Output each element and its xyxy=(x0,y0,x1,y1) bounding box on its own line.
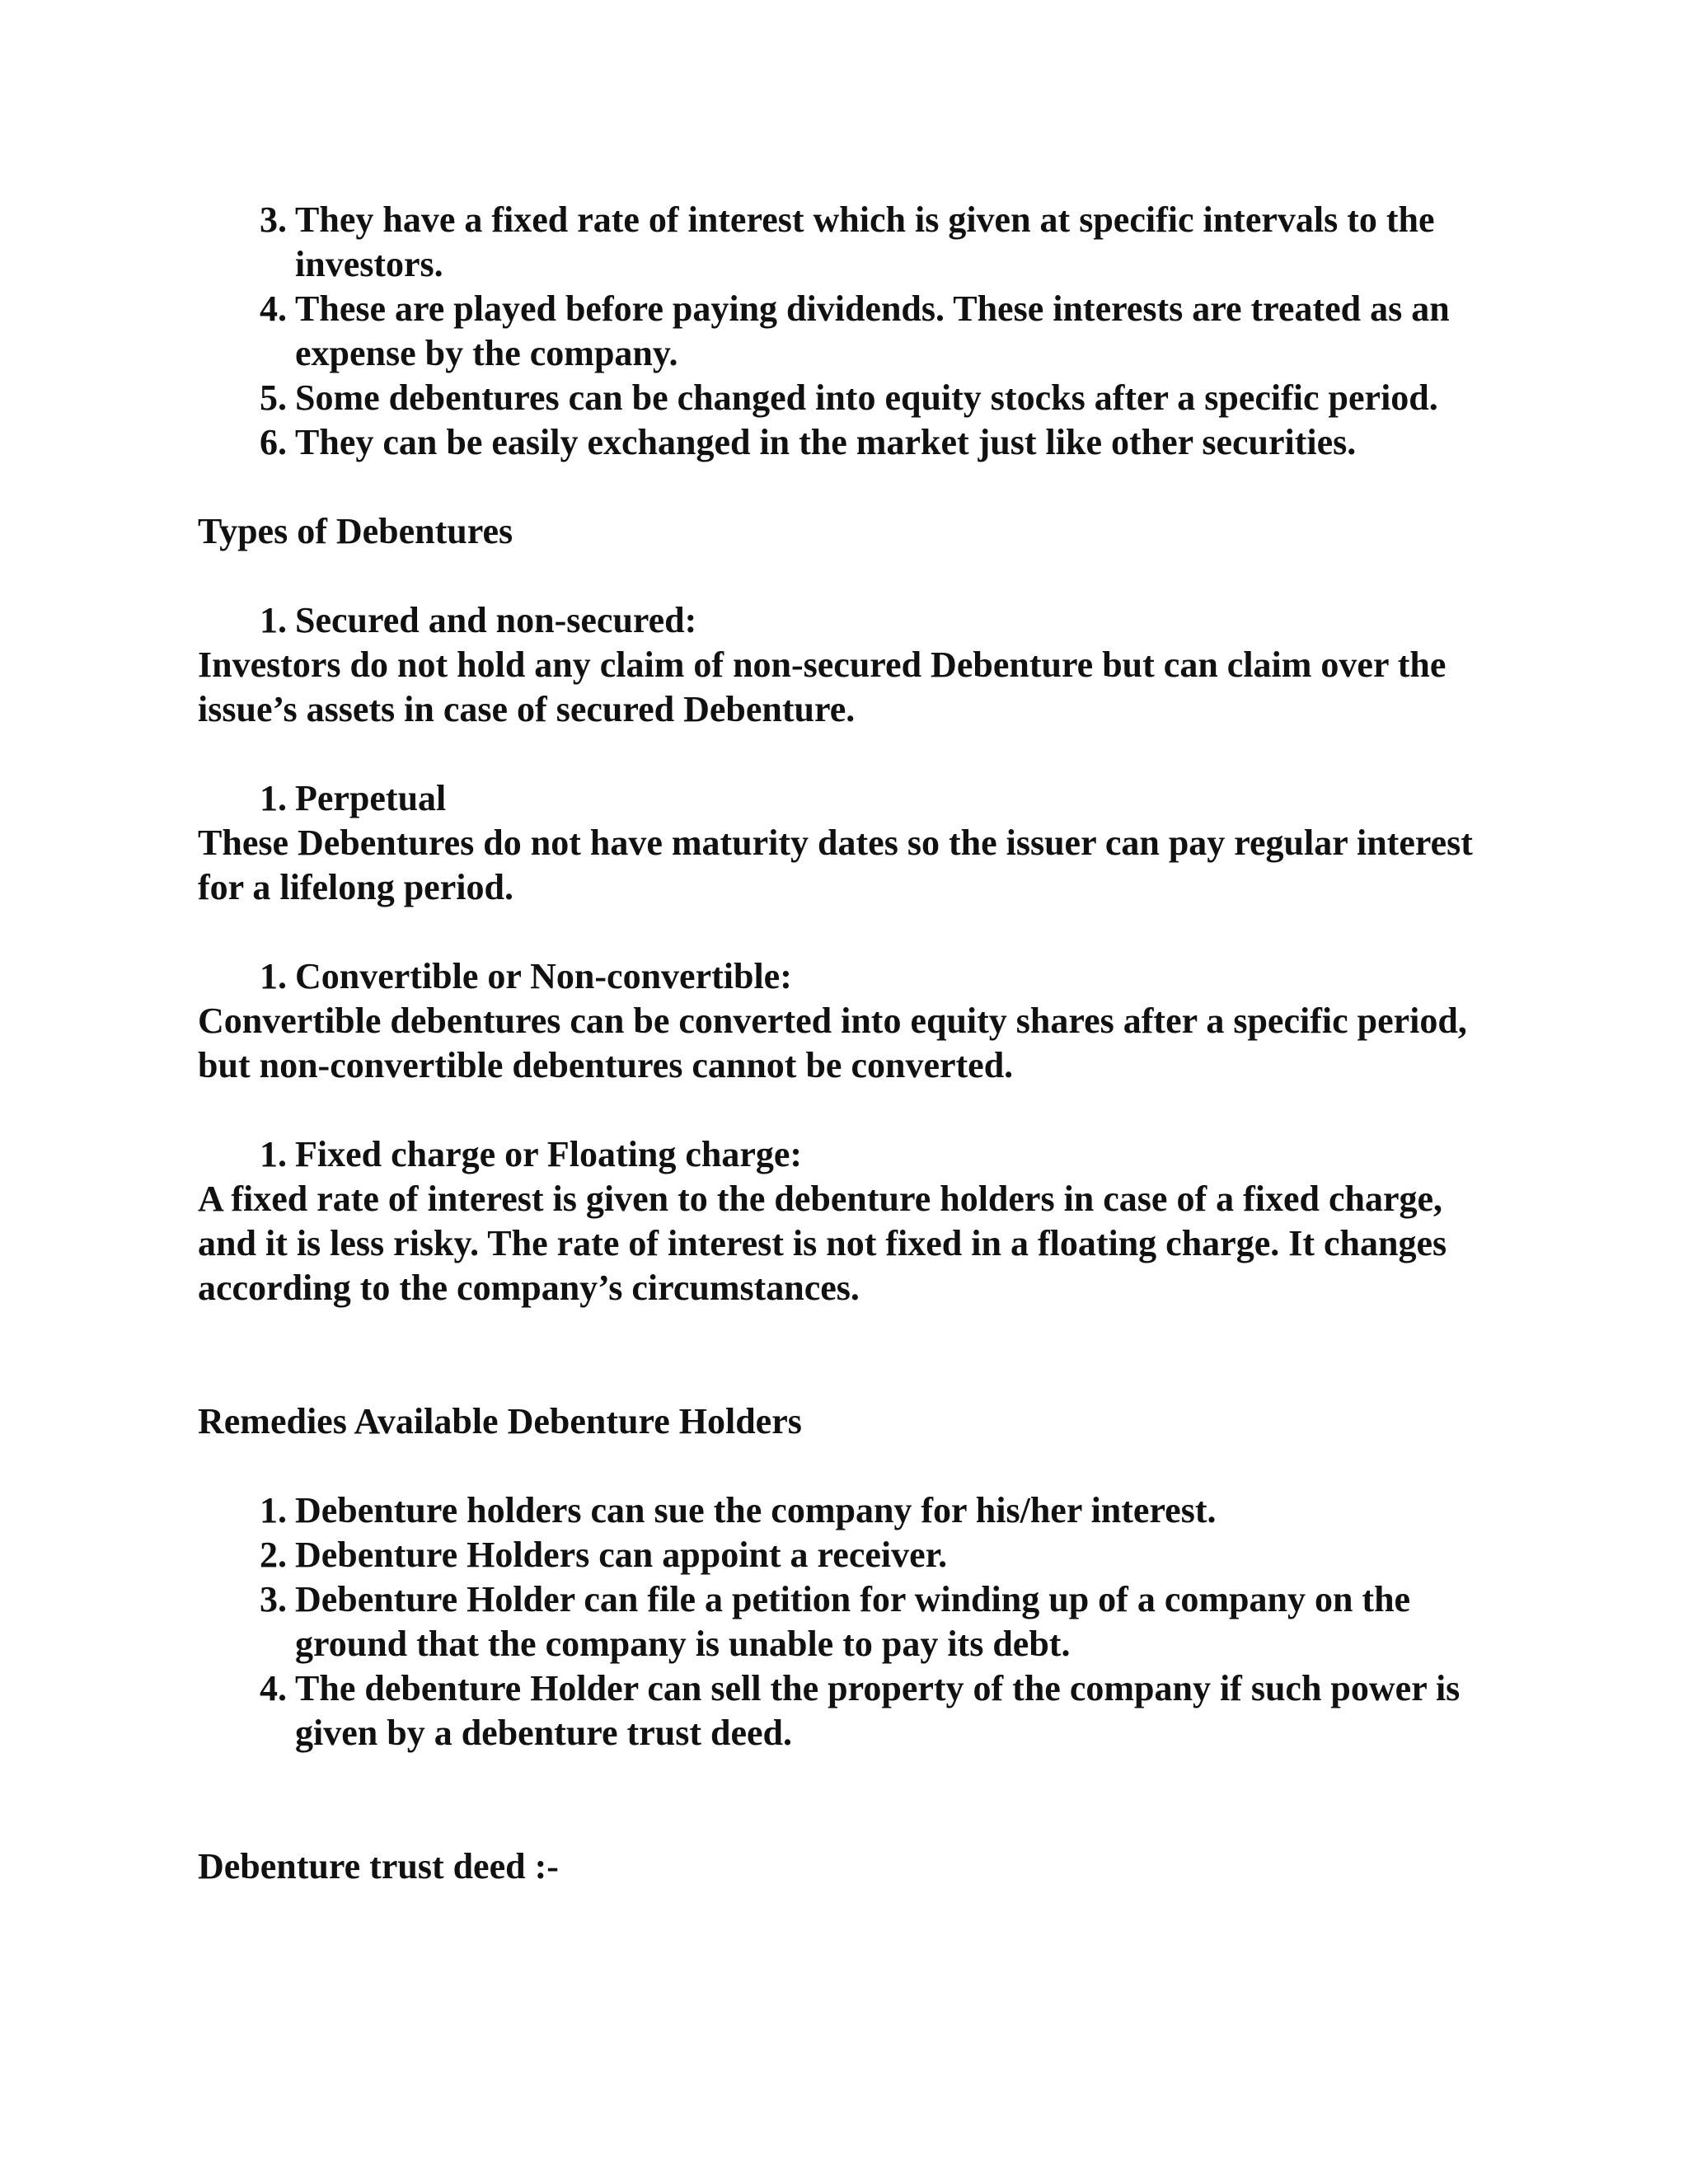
type-secured xyxy=(198,598,1500,732)
list-number: 4. xyxy=(260,1668,287,1708)
spacer xyxy=(198,910,1500,954)
list-number: 2. xyxy=(260,1535,287,1575)
type-title: Convertible or Non-convertible: xyxy=(295,956,792,996)
type-description: Investors do not hold any claim of non-secured Debenture but can claim over the issue’s assets in case of secured Debenture. xyxy=(198,644,1447,729)
list-number: 3. xyxy=(260,199,287,240)
list-number: 3. xyxy=(260,1579,287,1619)
list-text: Debenture Holder can file a petition for winding up of a company on the ground that the company is unable to pay its debt. xyxy=(295,1579,1411,1664)
type-description: These Debentures do not have maturity dates so the issuer can pay regular interest for a lifelong period. xyxy=(198,823,1473,907)
list-number: 1. xyxy=(260,1490,287,1530)
type-convertible xyxy=(198,954,1500,1088)
list-item xyxy=(198,287,1500,376)
list-item xyxy=(198,1666,1500,1755)
type-description: A fixed rate of interest is given to the debenture holders in case of a fixed charge, and it is less risky. The rate of interest is not fixed in a floating charge. It changes according to the company’s circumstances. xyxy=(198,1179,1447,1308)
spacer xyxy=(198,554,1500,598)
debenture-features-list xyxy=(198,198,1500,465)
spacer xyxy=(198,1310,1500,1399)
list-item xyxy=(198,198,1500,287)
type-description: Convertible debentures can be converted into equity shares after a specific period, but non-convertible debentures cannot be converted. xyxy=(198,1001,1467,1085)
spacer xyxy=(198,465,1500,509)
list-number: 1. xyxy=(260,778,287,818)
type-title-row xyxy=(198,776,1500,821)
spacer xyxy=(198,1088,1500,1132)
list-item xyxy=(198,420,1500,465)
trust-deed-heading: Debenture trust deed :- xyxy=(198,1846,559,1886)
list-text: Some debentures can be changed into equity stocks after a specific period. xyxy=(295,377,1438,418)
document-content xyxy=(198,198,1500,1889)
list-item xyxy=(198,376,1500,420)
type-title: Perpetual xyxy=(295,778,447,818)
types-heading: Types of Debentures xyxy=(198,511,513,551)
list-number: 4. xyxy=(260,288,287,329)
list-number: 6. xyxy=(260,422,287,462)
list-item xyxy=(198,1577,1500,1666)
type-title-row xyxy=(198,1132,1500,1177)
remedies-heading: Remedies Available Debenture Holders xyxy=(198,1401,802,1441)
type-charge xyxy=(198,1132,1500,1310)
list-number: 5. xyxy=(260,377,287,418)
list-text: The debenture Holder can sell the property of the company if such power is given by a debenture trust deed. xyxy=(295,1668,1461,1753)
type-title-row xyxy=(198,954,1500,999)
list-number: 1. xyxy=(260,956,287,996)
spacer xyxy=(198,1444,1500,1488)
spacer xyxy=(198,1755,1500,1844)
list-text: Debenture holders can sue the company for his/her interest. xyxy=(295,1490,1217,1530)
spacer xyxy=(198,732,1500,776)
list-number: 1. xyxy=(260,600,287,640)
type-title: Fixed charge or Floating charge: xyxy=(295,1134,803,1174)
type-title-row xyxy=(198,598,1500,643)
list-text: They can be easily exchanged in the market just like other securities. xyxy=(295,422,1357,462)
list-text: Debenture Holders can appoint a receiver. xyxy=(295,1535,948,1575)
list-text: They have a fixed rate of interest which is given at specific intervals to the investors. xyxy=(295,199,1435,284)
type-title: Secured and non-secured: xyxy=(295,600,697,640)
type-perpetual xyxy=(198,776,1500,910)
remedies-list xyxy=(198,1488,1500,1755)
list-text: These are played before paying dividends. These interests are treated as an expense by the company. xyxy=(295,288,1450,373)
list-item xyxy=(198,1488,1500,1533)
list-item xyxy=(198,1533,1500,1577)
list-number: 1. xyxy=(260,1134,287,1174)
